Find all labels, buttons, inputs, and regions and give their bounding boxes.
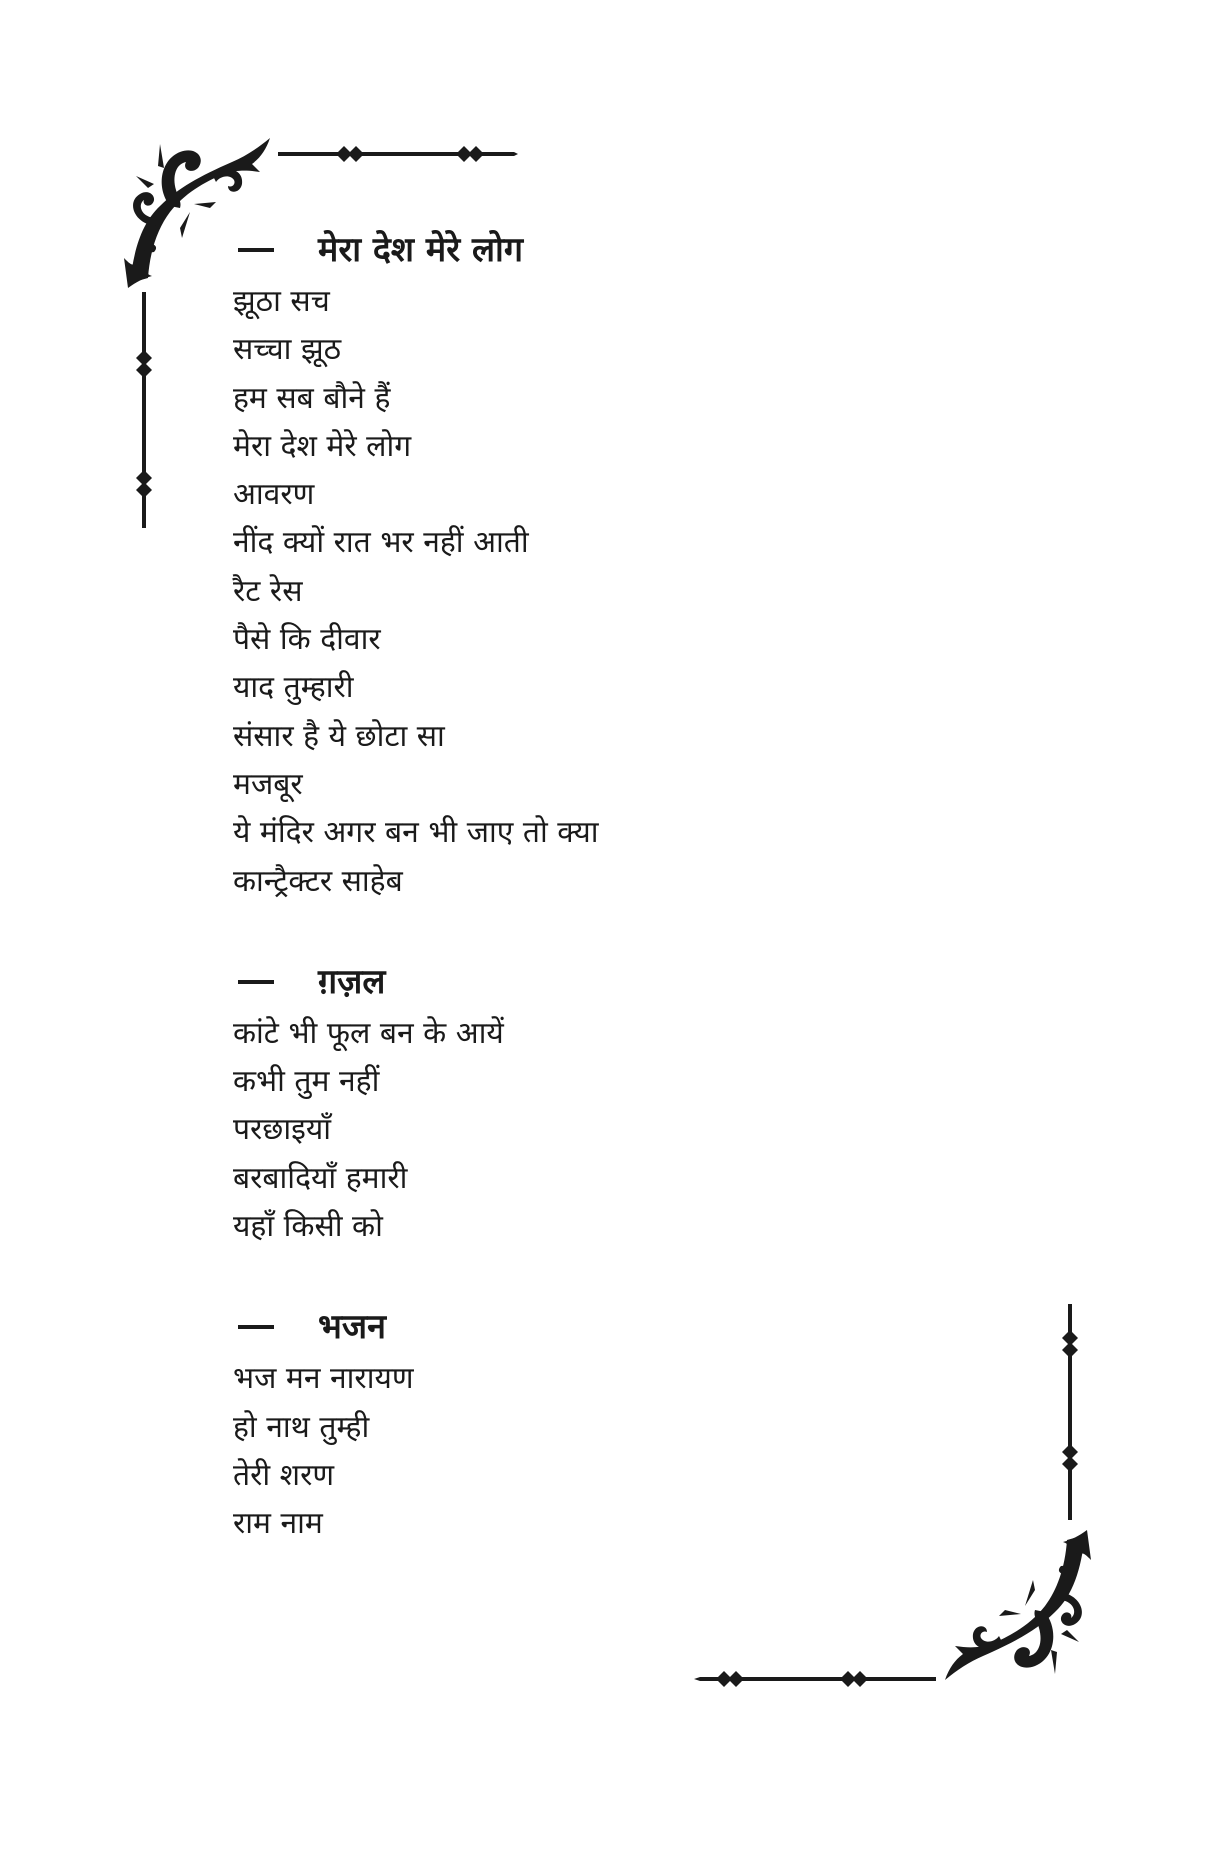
list-item: मजबूर [233,766,303,802]
section-title: भजन [318,1307,386,1348]
dash-icon [238,980,274,984]
list-item: बरबादियाँ हमारी [233,1160,408,1196]
list-item: पैसे कि दीवार [233,622,381,658]
section-bhajan [233,1299,993,1548]
list-item: याद तुम्हारी [233,670,354,706]
list-item: रैट रेस [233,573,303,609]
dash-icon [238,248,274,252]
list-item: नींद क्यों रात भर नहीं आती [233,525,529,561]
list-item: ये मंदिर अगर बन भी जाए तो क्या [233,815,599,851]
contents-list [233,222,993,1549]
list-item: कभी तुम नहीं [233,1064,380,1100]
section-title: ग़ज़ल [318,961,386,1002]
list-item: हम सब बौने हैं [233,380,391,416]
list-item: आवरण [233,477,315,513]
bottom-right-corner-ornament-icon [935,1530,1095,1690]
section-heading [233,1299,993,1355]
list-item: भज मन नारायण [233,1361,414,1397]
right-vertical-rule [1059,1304,1081,1524]
section-heading [233,954,993,1010]
list-item: सच्चा झूठ [233,332,342,368]
list-item: कान्ट्रैक्टर साहेब [233,863,403,899]
list-item: यहाँ किसी को [233,1209,383,1245]
dash-icon [238,1325,274,1329]
list-item: परछाइयाँ [233,1112,332,1148]
list-item: मेरा देश मेरे लोग [233,428,412,464]
list-item: तेरी शरण [233,1457,335,1493]
list-item: कांटे भी फूल बन के आयें [233,1015,504,1051]
top-horizontal-rule [278,143,518,165]
list-item: संसार है ये छोटा सा [233,718,445,754]
section-heading [233,222,993,278]
section-ghazal [233,954,993,1251]
section-mera-desh [233,222,993,906]
list-item: हो नाथ तुम्ही [233,1409,370,1445]
section-title: मेरा देश मेरे लोग [318,230,523,270]
list-item: राम नाम [233,1506,323,1542]
left-vertical-rule [133,292,155,532]
bottom-horizontal-rule [694,1668,940,1690]
list-item: झूठा सच [233,284,330,319]
